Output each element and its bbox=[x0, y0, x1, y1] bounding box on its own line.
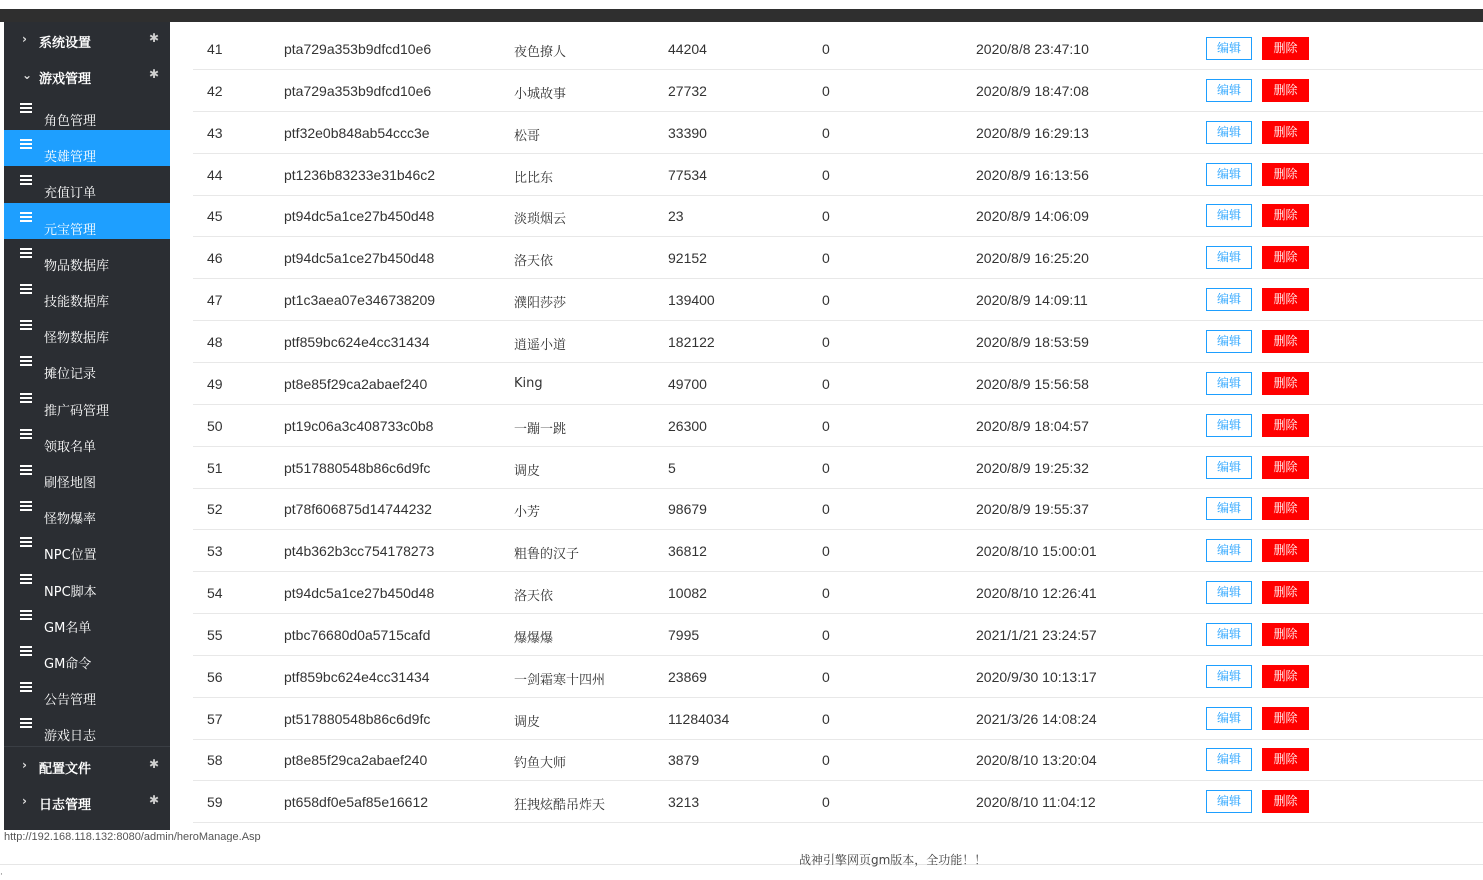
table-row bbox=[193, 28, 1483, 70]
row-role-name: 爆爆爆 bbox=[514, 630, 554, 646]
row-account: pt658df0e5af85e16612 bbox=[284, 794, 429, 811]
table-row bbox=[193, 363, 1483, 405]
sidebar-item[interactable] bbox=[4, 528, 170, 564]
sidebar-item-label: 充值订单 bbox=[44, 186, 97, 202]
row-amount: 3879 bbox=[668, 752, 700, 769]
table-row bbox=[193, 614, 1483, 656]
status-bar-url: http://192.168.118.132:8080/admin/heroManage.Asp bbox=[4, 831, 261, 842]
row-zero: 0 bbox=[822, 417, 830, 434]
row-zero: 0 bbox=[822, 82, 830, 99]
row-account: pta729a353b9dfcd10e6 bbox=[284, 82, 432, 99]
row-amount: 10082 bbox=[668, 585, 707, 602]
table-row bbox=[193, 405, 1483, 447]
edit-button[interactable]: 编辑 bbox=[1206, 372, 1252, 395]
row-zero: 0 bbox=[822, 626, 830, 643]
row-account: pt4b362b3cc754178273 bbox=[284, 543, 435, 560]
sidebar-item-label: 怪物爆率 bbox=[44, 512, 97, 528]
edit-button[interactable]: 编辑 bbox=[1206, 414, 1252, 437]
row-amount: 139400 bbox=[668, 292, 715, 309]
sidebar-item[interactable] bbox=[4, 239, 170, 275]
corner-fragment: · bbox=[0, 870, 3, 880]
menu-lines-icon bbox=[20, 646, 32, 656]
row-account: ptbc76680d0a5715cafd bbox=[284, 626, 431, 643]
footer-text: 战神引擎网页gm版本，全功能！！ bbox=[799, 853, 987, 867]
sidebar-item[interactable] bbox=[4, 275, 170, 311]
row-time: 2020/8/9 16:13:56 bbox=[976, 166, 1089, 183]
top-bar-strip bbox=[0, 9, 1483, 22]
row-time: 2020/8/10 12:26:41 bbox=[976, 585, 1097, 602]
sidebar-group-label: 系统设置 bbox=[39, 36, 92, 51]
edit-button[interactable]: 编辑 bbox=[1206, 456, 1252, 479]
row-role-name: 调皮 bbox=[514, 463, 541, 479]
row-time: 2020/8/9 19:25:32 bbox=[976, 459, 1089, 476]
chevron-down-icon: ⌄ bbox=[22, 68, 33, 82]
row-time: 2020/8/9 16:29:13 bbox=[976, 124, 1089, 141]
menu-lines-icon bbox=[20, 212, 32, 222]
sidebar-group-label: 游戏管理 bbox=[39, 72, 92, 87]
sidebar-item-label: NPC脚本 bbox=[44, 584, 97, 600]
row-id: 59 bbox=[207, 794, 223, 811]
row-role-name: 洛天依 bbox=[514, 589, 554, 605]
sidebar-item-label: 摊位记录 bbox=[44, 367, 97, 383]
table-row bbox=[193, 279, 1483, 321]
delete-button[interactable]: 删除 bbox=[1262, 790, 1309, 813]
sidebar-item[interactable] bbox=[4, 130, 170, 166]
edit-button[interactable]: 编辑 bbox=[1206, 330, 1252, 353]
row-id: 49 bbox=[207, 375, 223, 392]
row-id: 53 bbox=[207, 543, 223, 560]
row-zero: 0 bbox=[822, 543, 830, 560]
sidebar-item-label: 物品数据库 bbox=[44, 258, 110, 274]
menu-lines-icon bbox=[20, 537, 32, 547]
edit-button[interactable]: 编辑 bbox=[1206, 79, 1252, 102]
delete-button[interactable]: 删除 bbox=[1262, 414, 1309, 437]
row-account: pt8e85f29ca2abaef240 bbox=[284, 375, 428, 392]
delete-button[interactable]: 删除 bbox=[1262, 204, 1309, 227]
sidebar-item-label: 怪物数据库 bbox=[44, 331, 110, 347]
chevron-right-icon: › bbox=[22, 794, 27, 808]
row-zero: 0 bbox=[822, 41, 830, 57]
sidebar-item-label: 游戏日志 bbox=[44, 729, 97, 745]
row-time: 2020/8/9 19:55:37 bbox=[976, 501, 1089, 518]
table-row bbox=[193, 572, 1483, 614]
row-zero: 0 bbox=[822, 166, 830, 183]
edit-button[interactable]: 编辑 bbox=[1206, 121, 1252, 144]
sidebar-item[interactable] bbox=[4, 601, 170, 637]
row-role-name: 濮阳莎莎 bbox=[514, 296, 567, 312]
menu-lines-icon bbox=[20, 610, 32, 620]
row-zero: 0 bbox=[822, 501, 830, 518]
table-row bbox=[193, 656, 1483, 698]
row-amount: 49700 bbox=[668, 375, 707, 392]
sidebar-group-label: 配置文件 bbox=[39, 762, 92, 777]
delete-button[interactable]: 删除 bbox=[1262, 581, 1309, 604]
edit-button[interactable]: 编辑 bbox=[1206, 707, 1252, 730]
sidebar-group-game-management[interactable] bbox=[4, 58, 170, 94]
menu-lines-icon bbox=[20, 393, 32, 403]
row-amount: 182122 bbox=[668, 333, 715, 350]
sidebar-item-label: NPC位置 bbox=[44, 548, 97, 564]
row-amount: 23 bbox=[668, 208, 684, 225]
sidebar-item[interactable] bbox=[4, 384, 170, 420]
sidebar-group-config-files[interactable] bbox=[4, 748, 170, 784]
row-role-name: 逍遥小道 bbox=[514, 337, 567, 353]
row-zero: 0 bbox=[822, 794, 830, 811]
row-id: 43 bbox=[207, 124, 223, 141]
row-zero: 0 bbox=[822, 208, 830, 225]
sidebar-item-label: 公告管理 bbox=[44, 693, 97, 709]
sidebar-item[interactable] bbox=[4, 311, 170, 347]
delete-button[interactable]: 删除 bbox=[1262, 246, 1309, 269]
menu-lines-icon bbox=[20, 248, 32, 258]
row-role-name: 夜色撩人 bbox=[514, 45, 567, 60]
row-time: 2020/9/30 10:13:17 bbox=[976, 668, 1097, 685]
menu-lines-icon bbox=[20, 175, 32, 185]
menu-lines-icon bbox=[20, 356, 32, 366]
sidebar-item[interactable] bbox=[4, 94, 170, 130]
sidebar-item-label: 刷怪地图 bbox=[44, 476, 97, 491]
row-id: 45 bbox=[207, 208, 223, 225]
row-role-name: 粗鲁的汉子 bbox=[514, 547, 580, 563]
delete-button[interactable]: 删除 bbox=[1262, 288, 1309, 311]
row-amount: 36812 bbox=[668, 543, 707, 560]
gear-icon: ✱ bbox=[149, 793, 160, 807]
gear-icon: ✱ bbox=[149, 67, 160, 81]
row-account: ptf859bc624e4cc31434 bbox=[284, 333, 430, 350]
row-amount: 98679 bbox=[668, 501, 707, 518]
row-amount: 5 bbox=[668, 459, 676, 476]
row-account: ptf32e0b848ab54ccc3e bbox=[284, 124, 430, 141]
row-id: 52 bbox=[207, 501, 223, 518]
edit-button[interactable]: 编辑 bbox=[1206, 539, 1252, 562]
row-amount: 44204 bbox=[668, 41, 707, 57]
sidebar-item[interactable] bbox=[4, 456, 170, 492]
row-zero: 0 bbox=[822, 333, 830, 350]
delete-button[interactable]: 删除 bbox=[1262, 623, 1309, 646]
sidebar bbox=[4, 22, 170, 830]
table-row bbox=[193, 237, 1483, 279]
row-account: ptf859bc624e4cc31434 bbox=[284, 668, 430, 685]
edit-button[interactable]: 编辑 bbox=[1206, 790, 1252, 813]
row-amount: 27732 bbox=[668, 82, 707, 99]
menu-lines-icon bbox=[20, 682, 32, 692]
row-role-name: 松哥 bbox=[514, 128, 541, 144]
delete-button[interactable]: 删除 bbox=[1262, 372, 1309, 395]
row-role-name: 小城故事 bbox=[514, 86, 567, 102]
delete-button[interactable]: 删除 bbox=[1262, 539, 1309, 562]
row-zero: 0 bbox=[822, 250, 830, 267]
sidebar-item[interactable] bbox=[4, 673, 170, 709]
sidebar-item-label: 角色管理 bbox=[44, 114, 97, 129]
row-id: 44 bbox=[207, 166, 223, 183]
delete-button[interactable]: 删除 bbox=[1262, 707, 1309, 730]
row-amount: 26300 bbox=[668, 417, 707, 434]
row-role-name: 一蹦一跳 bbox=[514, 421, 567, 437]
sidebar-item[interactable] bbox=[4, 347, 170, 383]
row-id: 48 bbox=[207, 333, 223, 350]
menu-lines-icon bbox=[20, 718, 32, 728]
sidebar-item[interactable] bbox=[4, 492, 170, 528]
table-row bbox=[193, 739, 1483, 781]
delete-button[interactable]: 删除 bbox=[1262, 497, 1309, 520]
row-zero: 0 bbox=[822, 459, 830, 476]
row-time: 2020/8/9 16:25:20 bbox=[976, 250, 1089, 267]
sidebar-item[interactable] bbox=[4, 637, 170, 673]
delete-button[interactable]: 删除 bbox=[1262, 330, 1309, 353]
gear-icon: ✱ bbox=[149, 31, 160, 45]
row-time: 2020/8/10 11:04:12 bbox=[976, 794, 1096, 811]
chevron-right-icon: › bbox=[22, 758, 27, 772]
menu-lines-icon bbox=[20, 139, 32, 149]
table-row bbox=[193, 195, 1483, 237]
menu-lines-icon bbox=[20, 103, 32, 113]
table-row bbox=[193, 488, 1483, 530]
row-time: 2021/3/26 14:08:24 bbox=[976, 710, 1097, 727]
delete-button[interactable]: 删除 bbox=[1262, 163, 1309, 186]
row-amount: 23869 bbox=[668, 668, 707, 685]
edit-button[interactable]: 编辑 bbox=[1206, 623, 1252, 646]
row-time: 2020/8/9 15:56:58 bbox=[976, 375, 1089, 392]
row-zero: 0 bbox=[822, 124, 830, 141]
table-row bbox=[193, 781, 1483, 823]
sidebar-item-label: GM命令 bbox=[44, 657, 92, 672]
row-amount: 11284034 bbox=[668, 710, 730, 727]
menu-lines-icon bbox=[20, 574, 32, 584]
edit-button[interactable]: 编辑 bbox=[1206, 37, 1252, 60]
table-row bbox=[193, 698, 1483, 740]
row-role-name: 狂拽炫酷吊炸天 bbox=[514, 798, 606, 814]
menu-lines-icon bbox=[20, 429, 32, 439]
row-role-name: 淡琐烟云 bbox=[514, 212, 567, 228]
menu-lines-icon bbox=[20, 320, 32, 330]
row-account: pt78f606875d14744232 bbox=[284, 501, 432, 518]
sidebar-item[interactable] bbox=[4, 709, 170, 745]
row-account: pt1236b83233e31b46c2 bbox=[284, 166, 436, 183]
footer bbox=[0, 845, 1483, 865]
delete-button[interactable]: 删除 bbox=[1262, 748, 1309, 771]
row-id: 51 bbox=[207, 459, 223, 476]
edit-button[interactable]: 编辑 bbox=[1206, 204, 1252, 227]
table-row bbox=[193, 154, 1483, 196]
row-id: 55 bbox=[207, 626, 223, 643]
row-account: pt517880548b86c6d9fc bbox=[284, 459, 431, 476]
row-account: pta729a353b9dfcd10e6 bbox=[284, 41, 432, 57]
row-amount: 33390 bbox=[668, 124, 707, 141]
row-id: 56 bbox=[207, 668, 223, 685]
row-role-name: 钓鱼大师 bbox=[514, 756, 567, 772]
row-zero: 0 bbox=[822, 752, 830, 769]
row-zero: 0 bbox=[822, 375, 830, 392]
row-role-name: 比比东 bbox=[514, 170, 554, 186]
sidebar-item-label: 英雄管理 bbox=[44, 150, 97, 166]
row-zero: 0 bbox=[822, 292, 830, 309]
row-id: 57 bbox=[207, 710, 223, 727]
row-role-name: King bbox=[514, 375, 543, 391]
row-time: 2020/8/9 18:04:57 bbox=[976, 417, 1089, 434]
menu-lines-icon bbox=[20, 465, 32, 475]
row-time: 2020/8/9 14:09:11 bbox=[976, 292, 1088, 309]
sidebar-divider bbox=[4, 746, 170, 747]
gear-icon: ✱ bbox=[149, 757, 160, 771]
row-time: 2021/1/21 23:24:57 bbox=[976, 626, 1097, 643]
row-amount: 77534 bbox=[668, 166, 707, 183]
edit-button[interactable]: 编辑 bbox=[1206, 665, 1252, 688]
sidebar-item-label: 技能数据库 bbox=[44, 295, 110, 310]
row-account: pt19c06a3c408733c0b8 bbox=[284, 417, 434, 434]
row-role-name: 一剑霜寒十四州 bbox=[514, 672, 606, 688]
row-id: 54 bbox=[207, 585, 223, 602]
edit-button[interactable]: 编辑 bbox=[1206, 748, 1252, 771]
row-id: 41 bbox=[207, 41, 223, 57]
row-zero: 0 bbox=[822, 585, 830, 602]
menu-lines-icon bbox=[20, 284, 32, 294]
sidebar-group-log-management[interactable] bbox=[4, 784, 170, 820]
delete-button[interactable]: 删除 bbox=[1262, 665, 1309, 688]
sidebar-item[interactable] bbox=[4, 565, 170, 601]
sidebar-item[interactable] bbox=[4, 166, 170, 202]
row-zero: 0 bbox=[822, 710, 830, 727]
delete-button[interactable]: 删除 bbox=[1262, 456, 1309, 479]
edit-button[interactable]: 编辑 bbox=[1206, 288, 1252, 311]
table-row bbox=[193, 530, 1483, 572]
row-id: 47 bbox=[207, 292, 223, 309]
edit-button[interactable]: 编辑 bbox=[1206, 581, 1252, 604]
sidebar-item[interactable] bbox=[4, 420, 170, 456]
row-time: 2020/8/9 18:47:08 bbox=[976, 82, 1089, 99]
row-time: 2020/8/10 15:00:01 bbox=[976, 543, 1097, 560]
row-id: 42 bbox=[207, 82, 223, 99]
row-role-name: 调皮 bbox=[514, 714, 541, 730]
row-account: pt517880548b86c6d9fc bbox=[284, 710, 431, 727]
sidebar-group-system-settings[interactable] bbox=[4, 22, 170, 58]
table-row bbox=[193, 321, 1483, 363]
row-account: pt94dc5a1ce27b450d48 bbox=[284, 585, 435, 602]
row-time: 2020/8/9 14:06:09 bbox=[976, 208, 1089, 225]
table-row bbox=[193, 447, 1483, 489]
row-time: 2020/8/9 18:53:59 bbox=[976, 333, 1089, 350]
row-id: 58 bbox=[207, 752, 223, 769]
row-amount: 92152 bbox=[668, 250, 707, 267]
sidebar-group-label: 日志管理 bbox=[39, 798, 92, 813]
sidebar-item[interactable] bbox=[4, 203, 170, 239]
table-row bbox=[193, 70, 1483, 112]
sidebar-item-label: 推广码管理 bbox=[44, 403, 110, 419]
sidebar-item-label: 元宝管理 bbox=[44, 222, 97, 238]
row-account: pt8e85f29ca2abaef240 bbox=[284, 752, 428, 769]
row-zero: 0 bbox=[822, 668, 830, 685]
delete-button[interactable]: 删除 bbox=[1262, 121, 1309, 144]
row-account: pt94dc5a1ce27b450d48 bbox=[284, 250, 435, 267]
delete-button[interactable]: 删除 bbox=[1262, 79, 1309, 102]
row-account: pt94dc5a1ce27b450d48 bbox=[284, 208, 435, 225]
row-amount: 7995 bbox=[668, 626, 700, 643]
sidebar-item-label: 领取名单 bbox=[44, 439, 97, 455]
edit-button[interactable]: 编辑 bbox=[1206, 246, 1252, 269]
top-bar bbox=[0, 0, 1483, 22]
row-time: 2020/8/10 13:20:04 bbox=[976, 752, 1097, 769]
row-amount: 3213 bbox=[668, 794, 700, 811]
sidebar-item-label: GM名单 bbox=[44, 620, 92, 636]
table-row bbox=[193, 112, 1483, 154]
row-account: pt1c3aea07e346738209 bbox=[284, 292, 436, 309]
row-role-name: 小芳 bbox=[514, 505, 541, 521]
edit-button[interactable]: 编辑 bbox=[1206, 497, 1252, 520]
row-role-name: 洛天依 bbox=[514, 254, 554, 270]
delete-button[interactable]: 删除 bbox=[1262, 37, 1309, 60]
row-time: 2020/8/8 23:47:10 bbox=[976, 41, 1089, 57]
chevron-right-icon: › bbox=[22, 32, 27, 46]
row-id: 46 bbox=[207, 250, 223, 267]
row-id: 50 bbox=[207, 417, 223, 434]
menu-lines-icon bbox=[20, 501, 32, 511]
edit-button[interactable]: 编辑 bbox=[1206, 163, 1252, 186]
